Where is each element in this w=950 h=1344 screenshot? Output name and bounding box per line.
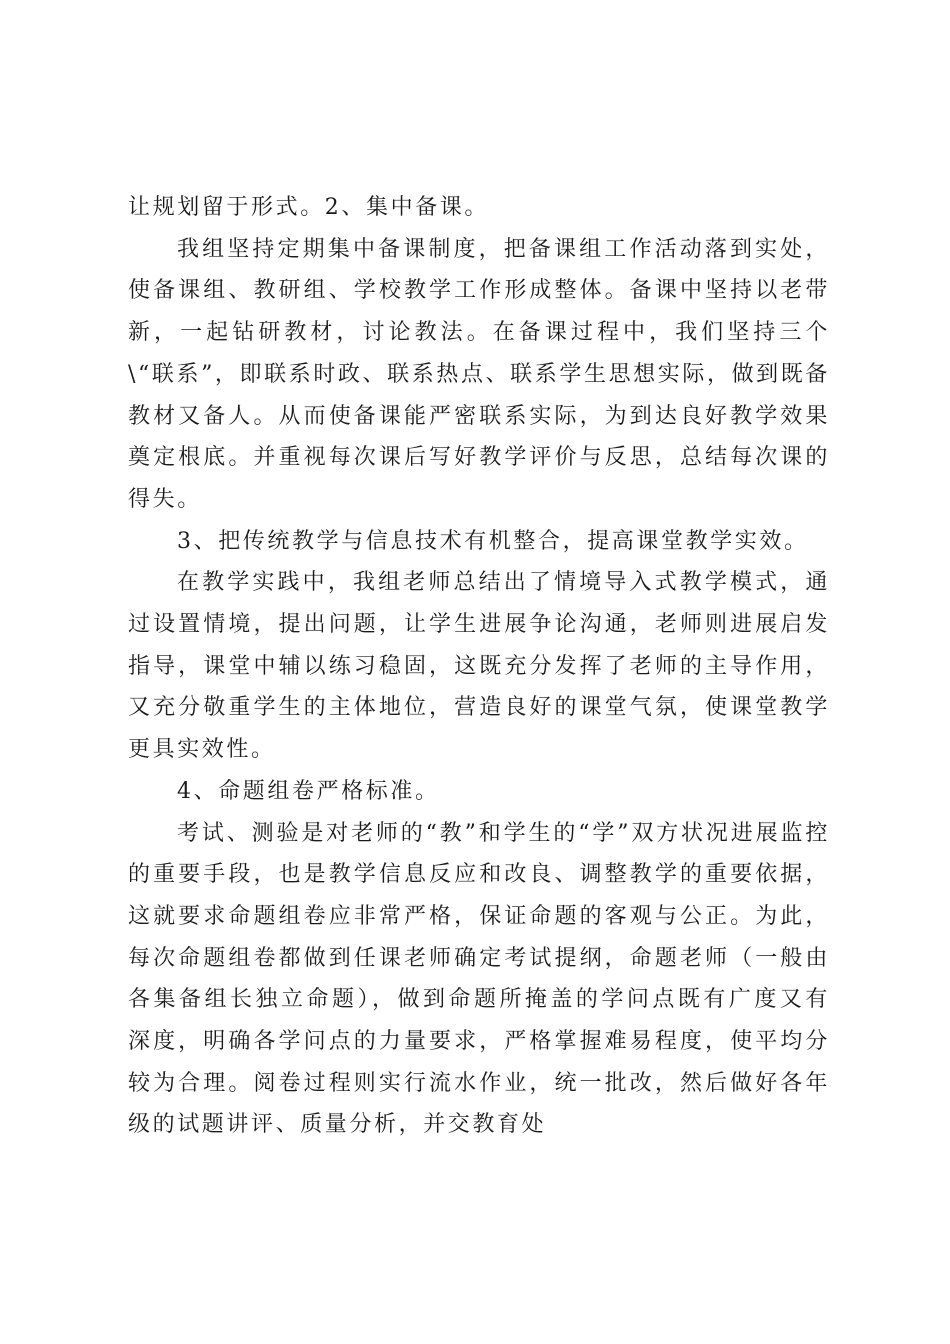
paragraph-1: 让规划留于形式。2、集中备课。 — [128, 195, 489, 220]
paragraph-5: 4、命题组卷严格标准。 — [177, 778, 440, 804]
paragraph-6: 考试、测验是对老师的“教”和学生的“学”双方状况进展监控的重要手段，也是教学信息反应和改良、调整教学的重要依据，这就要求命题组卷应非常严格，保证命题的客观与公正。为此，每次命题组卷都做到任课老师确定考试提纲，命题老师（一般由各集备组长独立命题），做到命题所掩盖的学问点既有广度又有深度，明确各学问点的力量要求，严格掌握难易程度，使平均分较为合理。阅卷过程则实行流水作业，统一批改，然后做好各年级的试题讲评、质量分析，并交教育处 — [128, 820, 830, 1138]
document-body — [128, 187, 830, 1146]
paragraph-3: 3、把传统教学与信息技术有机整合，提高课堂教学实效。 — [177, 528, 809, 554]
paragraph-2: 我组坚持定期集中备课制度，把备课组工作活动落到实处，使备课组、教研组、学校教学工作形成整体。备课中坚持以老带新，一起钻研教材，讨论教法。在备课过程中，我们坚持三个\“联系”，即联系时政、联系热点、联系学生思想实际，做到既备教材又备人。从而使备课能严密联系实际，为到达良好教学效果奠定根底。并重视每次课后写好教学评价与反思，总结每次课的得失。 — [128, 236, 830, 512]
paragraph-4: 在教学实践中，我组老师总结出了情境导入式教学模式，通过设置情境，提出问题，让学生进展争论沟通，老师则进展启发指导，课堂中辅以练习稳固，这既充分发挥了老师的主导作用，又充分敬重学生的主体地位，营造良好的课堂气氛，使课堂教学更具实效性。 — [128, 570, 830, 763]
